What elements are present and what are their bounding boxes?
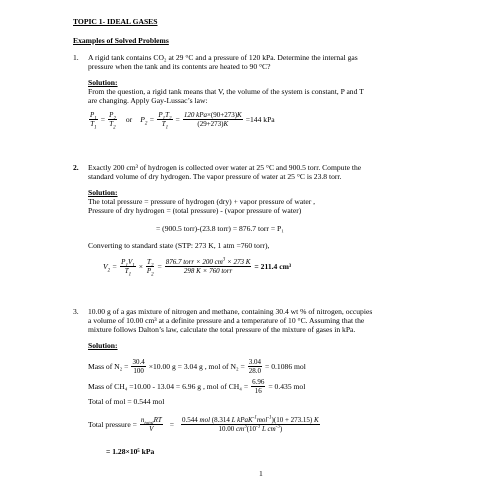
problem-1-text-line-2: pressure when the tank and its contents are heated to 90 °C? bbox=[88, 62, 271, 71]
p2-over-t2: $\frac{P_2}{T_2}$ bbox=[109, 111, 116, 131]
section-title: Examples of Solved Problems bbox=[73, 36, 169, 45]
problem-2-text-line-2: standard volume of dry hydrogen. The vapor pressure of water at 25 °C is 23.8 torr. bbox=[88, 172, 342, 181]
problem-2-solution-line-4: Converting to standard state (STP: 273 K, 1 atm =760 torr), bbox=[88, 241, 270, 250]
problem-1-solution-line-2: are changing. Apply Gay-Lussac’s law: bbox=[88, 96, 208, 105]
problem-2-solution-line-3: = (900.5 torr)-(23.8 torr) = 876.7 torr = P₁ bbox=[156, 224, 284, 233]
problem-2-solution-line-2: Pressure of dry hydrogen = (total pressure) - (vapor pressure of water) bbox=[88, 206, 302, 215]
problem-2-solution-label: Solution: bbox=[88, 188, 118, 197]
numeric-fraction-2: $\frac{876.7 torr \times 200 cm^3 \times 273 K}{\text{298 K × 760 torr}}$ bbox=[165, 258, 251, 276]
problem-2-result: = 211.4 cm³ bbox=[254, 262, 292, 272]
t2-over-p2: $\frac{T_2}{P_2}$ bbox=[146, 258, 154, 278]
fraction-3-04-over-28: $\frac{3.04}{28.0}$ bbox=[248, 358, 262, 375]
mass-n2-line: Mass of N₂ = $\frac{30.4}{100}$ ×10.00 g = 3.04 g , mol of N₂ = $\frac{3.04}{28.0}$ = 0.1086 mol bbox=[88, 358, 306, 375]
p1v1-over-t1: $\frac{P_1V_1}{T_1}$ bbox=[121, 258, 135, 278]
final-answer: = 1.28×10⁵ kPa bbox=[106, 447, 155, 456]
eq-or-word: or bbox=[125, 115, 133, 125]
fraction-6-96-over-16: $\frac{6.96}{16}$ bbox=[252, 378, 265, 395]
problem-3-text-line-1: 10.00 g of a gas mixture of nitrogen and methane, containing 30.4 wt % of nitrogen, occupies bbox=[88, 307, 373, 316]
problem-2-solution-line-1: The total pressure = pressure of hydrogen (dry) + vapor pressure of water , bbox=[88, 197, 316, 206]
p1-over-t1: $\frac{P_1}{T_1}$ bbox=[90, 111, 97, 131]
page-number: 1 bbox=[259, 469, 263, 478]
numeric-fraction-1: $\frac{\text{120 kPa×(90+273)K}}{(29+273)K}$ bbox=[183, 111, 242, 129]
problem-1-solution-line-1: From the question, a rigid tank means that V, the volume of the system is constant, P and T bbox=[88, 87, 364, 96]
problem-2-equation: $V_2$ = $\frac{P_1V_1}{T_1}$ × $\frac{T_2}{P_2}$ = $\frac{876.7 torr \times 200 cm^3 \times 273 K}{\text{298 K × 760 torr}}$ = 211.4 cm³ bbox=[103, 258, 292, 278]
problem-3-number: 3. bbox=[73, 307, 79, 316]
problem-3-solution-label: Solution: bbox=[88, 341, 118, 350]
numeric-fraction-3: $\frac{0.544 mol (8.314 L kPaK^{-1}mol^{-1})(10 + 273.15) K}{10.00 cm^3(10^{-3} L cm^{-3})}$ bbox=[182, 415, 319, 434]
p1t2-over-t1: $\frac{P_1T_2}{T_1}$ bbox=[158, 111, 172, 131]
problem-1-number: 1. bbox=[73, 53, 79, 62]
problem-1-text-line-1: A rigid tank contains CO₂ at 29 °C and a pressure of 120 kPa. Determine the internal gas bbox=[88, 53, 358, 62]
problem-1-equation: $\frac{P_1}{T_1}$ = $\frac{P_2}{T_2}$ or $P_2$ = $\frac{P_1T_2}{T_1}$ = $\frac{\text{120 kPa×(90+273)K}}{(29+273)K}$ =144 kPa bbox=[90, 111, 275, 131]
problem-2-text-line-1: Exactly 200 cm³ of hydrogen is collected over water at 25 °C and 900.5 torr. Compute the bbox=[88, 163, 362, 172]
problem-2-number: 2. bbox=[73, 163, 79, 172]
total-pressure-equation: Total pressure = $\frac{n_{total}RT}{V}$ = $\frac{0.544 mol (8.314 L kPaK^{-1}mol^{-1})(10 + 273.15) K}{10.00 cm^3(10^{-3} L cm^{-3})}$ bbox=[88, 415, 319, 434]
nrt-over-v: $\frac{n_{total}RT}{V}$ bbox=[140, 416, 162, 434]
topic-title: TOPIC 1- IDEAL GASES bbox=[73, 17, 158, 26]
problem-3-text-line-2: a volume of 10.00 cm³ at a definite pressure and a temperature of 10 °C. Assuming that the bbox=[88, 316, 365, 325]
fraction-30-4-over-100: $\frac{30.4}{100}$ bbox=[132, 358, 145, 375]
problem-1-solution-label: Solution: bbox=[88, 78, 118, 87]
problem-1-result: =144 kPa bbox=[245, 115, 275, 125]
total-mol-line: Total of mol = 0.544 mol bbox=[88, 397, 165, 406]
problem-3-text-line-3: mixture follows Dalton’s law, calculate the total pressure of the mixture of gases in kPa. bbox=[88, 325, 356, 334]
mass-ch4-line: Mass of CH₄ =10.00 - 13.04 = 6.96 g , mol of CH₄ = $\frac{6.96}{16}$ = 0.435 mol bbox=[88, 378, 306, 395]
